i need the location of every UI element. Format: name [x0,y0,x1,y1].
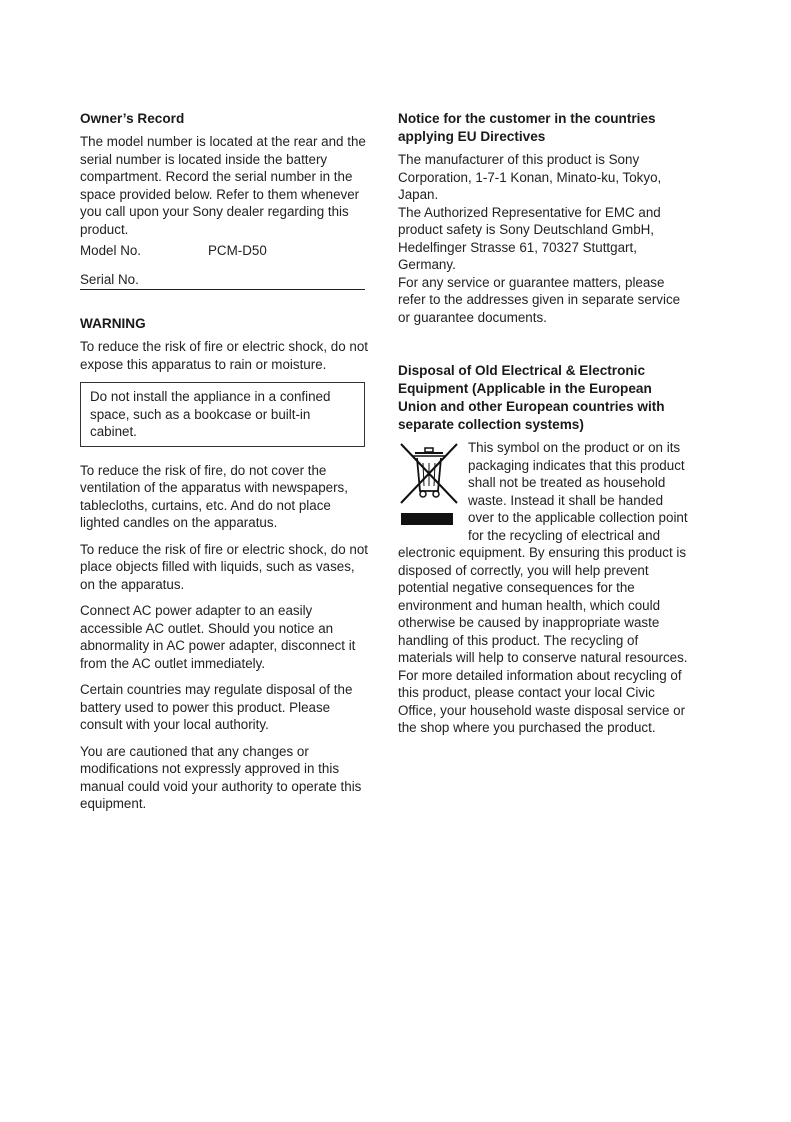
warning-ventilation-paragraph: To reduce the risk of fire, do not cover the ventilation of the apparatus with newspapers, tablecloths, curtains, etc. And do not place lighted candles on the apparatus. [80,462,348,530]
bin-symbol-underbar [401,513,453,525]
warning-modifications-paragraph: You are cautioned that any changes or modifications not expressly approved in this manual could void your authority to operate this equipment. [80,743,362,811]
model-number-value: PCM-D50 [208,243,267,258]
crossed-out-wheelie-bin-icon [398,441,460,531]
confined-space-notice-box: Do not install the appliance in a confined space, such as a bookcase or built-in cabinet. [80,382,365,447]
disposal-title: Disposal of Old Electrical & Electronic Equipment (Applicable in the European Union and other European countries with separate collection systems) [398,363,665,432]
warning-rain-paragraph: To reduce the risk of fire or electric shock, do not expose this apparatus to rain or moisture. [80,339,369,372]
warning-ac-adapter-paragraph: Connect AC power adapter to an easily accessible AC outlet. Should you notice an abnormality in AC power adapter, disconnect it from the AC outlet immediately. [80,603,356,671]
eu-manufacturer-paragraph: The manufacturer of this product is Sony Corporation, 1-7-1 Konan, Minato-ku, Tokyo, Japan. [398,152,662,202]
owners-record-body: The model number is located at the rear and the serial number is located inside the battery compartment. Record the serial number in the space provided below. Refer to them whenever you call upon your Sony dealer regarding this product. [80,134,366,237]
warning-section [80,315,372,813]
eu-notice-section [398,110,690,326]
disposal-body-wrap [398,439,690,746]
warning-title: WARNING [80,316,146,331]
serial-number-row [80,271,365,290]
disposal-section [398,362,690,746]
warning-battery-paragraph: Certain countries may regulate disposal of the battery used to power this product. Please consult with your local authority. [80,682,353,732]
eu-notice-title: Notice for the customer in the countries applying EU Directives [398,111,656,144]
owners-record-title: Owner’s Record [80,111,185,126]
warning-liquids-paragraph: To reduce the risk of fire or electric shock, do not place objects filled with liquids, such as vases, on the apparatus. [80,541,369,592]
right-column [398,110,690,746]
owners-record-section [80,110,372,290]
eu-representative-paragraph: The Authorized Representative for EMC and product safety is Sony Deutschland GmbH, Hedelfinger Strasse 61, 70327 Stuttgart, Germany. [398,204,661,272]
model-number-label: Model No. [80,243,142,258]
eu-service-paragraph: For any service or guarantee matters, please refer to the addresses given in separate service or guarantee documents. [398,274,681,325]
left-column [80,110,372,822]
model-number-row [80,242,372,260]
disposal-body: This symbol on the product or on its packaging indicates that this product shall not be treated as household waste. Instead it shall be handed over to the applicable collection point for the recycling of electrical and electronic equipment. By ensuring this product is disposed of correctly, you will help prevent potential negative consequences for the environment and human health, which could otherwise be caused by inappropriate waste handling of this product. The recycling of materials will help to conserve natural resources. For more detailed information about recycling of this product, please contact your local Civic Office, your household waste disposal service or the shop where you purchased the product. [398,440,688,735]
serial-number-label: Serial No. [80,271,139,287]
